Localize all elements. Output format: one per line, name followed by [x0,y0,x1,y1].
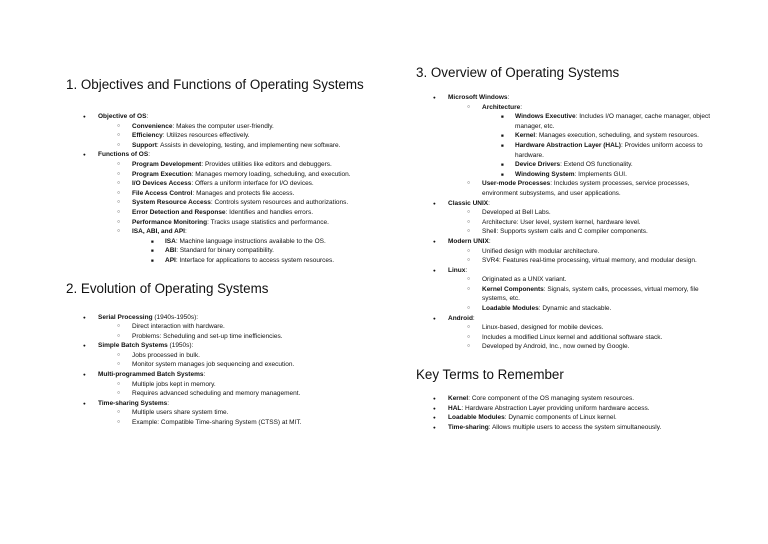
section-1-list [66,112,384,266]
list-item: ■ ABI: Standard for binary compatibility. [66,246,384,256]
list-item: ○ Requires advanced scheduling and memory management. [66,389,384,399]
list-item: ○ Support: Assists in developing, testing, and implementing new software. [66,141,384,151]
list-item: ● Classic UNIX: ○ Developed at Bell Labs. ○ Architecture: User level, system kernel, hardware level. ○ Shell: Supports system calls and C compiler components. [416,199,716,237]
list-item: ● Android: ○ Linux-based, designed for mobile devices. ○ Includes a modified Linux kernel and additional software stack. ○ Developed by Android, Inc., now owned by Google. [416,314,716,352]
list-item: ● Kernel: Core component of the OS managing system resources. [416,394,716,404]
list-item: ○ User-mode Processes: Includes system processes, service processes, environment subsystems, and user applications. [416,179,716,198]
section-3-title: 3. Overview of Operating Systems [416,65,620,80]
list-item: ○ Multiple jobs kept in memory. [66,380,384,390]
section-3-list [416,93,716,352]
list-item: ○ Originated as a UNIX variant. [416,275,716,285]
list-item: ● HAL: Hardware Abstraction Layer providing uniform hardware access. [416,404,716,414]
list-item: ○ Developed at Bell Labs. [416,208,716,218]
list-item: ● Time-sharing: Allows multiple users to access the system simultaneously. [416,423,716,433]
list-item: ■ ISA: Machine language instructions available to the OS. [66,237,384,247]
right-column [416,64,716,432]
list-item: ○ System Resource Access: Controls system resources and authorizations. [66,198,384,208]
list-item: ○ SVR4: Features real-time processing, virtual memory, and modular design. [416,256,716,266]
list-item: ○ Architecture: User level, system kernel, hardware level. [416,218,716,228]
key-terms-list [416,394,716,432]
list-item: ○ Kernel Components: Signals, system calls, processes, virtual memory, file systems, etc. [416,285,716,304]
list-item: ■ Windows Executive: Includes I/O manager, cache manager, object manager, etc. [416,112,716,131]
list-item: ■ Kernel: Manages execution, scheduling, and system resources. [416,131,716,141]
list-item: ○ File Access Control: Manages and protects file access. [66,189,384,199]
list-item: ○ Efficiency: Utilizes resources effectively. [66,131,384,141]
list-item: ○ Unified design with modular architecture. [416,247,716,257]
section-2-list [66,313,384,428]
list-item: ○ Jobs processed in bulk. [66,351,384,361]
list-item: ○ Error Detection and Response: Identifies and handles errors. [66,208,384,218]
list-item: ○ Program Development: Provides utilities like editors and debuggers. [66,160,384,170]
list-item: ○ Problems: Scheduling and set-up time inefficiencies. [66,332,384,342]
list-item: ■ Windowing System: Implements GUI. [416,170,716,180]
list-item: ● Serial Processing (1940s-1950s): ○ Direct interaction with hardware. ○ Problems: Scheduling and set-up time inefficiencies. [66,313,384,342]
list-item: ○ Shell: Supports system calls and C compiler components. [416,227,716,237]
list-item: ■ API: Interface for applications to access system resources. [66,256,384,266]
section-1-title: 1. Objectives and Functions of Operating Systems [66,77,364,92]
list-item: ○ Monitor system manages job sequencing and execution. [66,360,384,370]
list-item: ● Loadable Modules: Dynamic components of Linux kernel. [416,413,716,423]
list-item: ● Linux: ○ Originated as a UNIX variant. ○ Kernel Components: Signals, system calls, processes, virtual memory, file systems, etc. ○ Loadable Modules: Dynamic and stackable. [416,266,716,314]
list-item: ● Objective of OS: ○ Convenience: Makes the computer user-friendly. ○ Efficiency: Utilizes resources effectively. ○ Support: Assists in developing, testing, and implementing new software. [66,112,384,150]
list-item: ○ Example: Compatible Time-sharing System (CTSS) at MIT. [66,418,384,428]
list-item: ○ Multiple users share system time. [66,408,384,418]
list-item: ■ Hardware Abstraction Layer (HAL): Provides uniform access to hardware. [416,141,716,160]
list-item: ○ Program Execution: Manages memory loading, scheduling, and execution. [66,170,384,180]
list-item: ○ Convenience: Makes the computer user-friendly. [66,122,384,132]
key-terms-title: Key Terms to Remember [416,367,564,383]
list-item: ● Time-sharing Systems: ○ Multiple users share system time. ○ Example: Compatible Time-sharing System (CTSS) at MIT. [66,399,384,428]
section-2-title: 2. Evolution of Operating Systems [66,280,269,296]
list-item: ○ ISA, ABI, and API: ■ ISA: Machine language instructions available to the OS. ■ ABI: Standard for binary compatibility. ■ API: Interface for applications to access system resources. [66,227,384,265]
list-item: ○ Architecture: ■ Windows Executive: Includes I/O manager, cache manager, object manager, etc. ■ Kernel: Manages execution, scheduling, and system resources. ■ Hardware Abstraction Layer (HAL): Provides uniform access to hardware. ■ Device Drivers: Extend OS functionality. ■ Windowing System: Implements GUI. [416,103,716,180]
list-item: ○ Linux-based, designed for mobile devices. [416,323,716,333]
list-item: ● Microsoft Windows: ○ Architecture: ■ Windows Executive: Includes I/O manager, cache manager, object manager, etc. ■ Kernel: Manages execution, scheduling, and system resources. ■ Hardware Abstraction Layer (HAL): Provides uniform access to hardware. ■ Device Drivers: Extend OS functionality. ■ Windowing System: Implements GUI. ○ User-mode Processes: Includes system processes, service processes, environment subsystems, and user applications. [416,93,716,199]
list-item: ○ Includes a modified Linux kernel and additional software stack. [416,333,716,343]
list-item: ○ Loadable Modules: Dynamic and stackable. [416,304,716,314]
list-item: ○ Developed by Android, Inc., now owned by Google. [416,342,716,352]
list-item: ● Functions of OS: ○ Program Development: Provides utilities like editors and debuggers. ○ Program Execution: Manages memory loading, scheduling, and execution. ○ I/O Devices Access: Offers a uniform interface for I/O devices. ○ File Access Control: Manages and protects file access. ○ System Resource Access: Controls system resources and authorizations. ○ Error Detection and Response: Identifies and handles errors. ○ Performance Monitoring: Tracks usage statistics and performance. ○ ISA, ABI, and API: ■ ISA: Machine language instructions available to the OS. ■ ABI: Standard for binary compatibility. ■ API: Interface for applications to access system resources. [66,150,384,265]
list-item: ■ Device Drivers: Extend OS functionality. [416,160,716,170]
list-item: ● Simple Batch Systems (1950s): ○ Jobs processed in bulk. ○ Monitor system manages job sequencing and execution. [66,341,384,370]
list-item: ○ Direct interaction with hardware. [66,322,384,332]
left-column [66,76,384,428]
list-item: ○ Performance Monitoring: Tracks usage statistics and performance. [66,218,384,228]
list-item: ● Multi-programmed Batch Systems: ○ Multiple jobs kept in memory. ○ Requires advanced scheduling and memory management. [66,370,384,399]
list-item: ○ I/O Devices Access: Offers a uniform interface for I/O devices. [66,179,384,189]
list-item: ● Modern UNIX: ○ Unified design with modular architecture. ○ SVR4: Features real-time processing, virtual memory, and modular design. [416,237,716,266]
